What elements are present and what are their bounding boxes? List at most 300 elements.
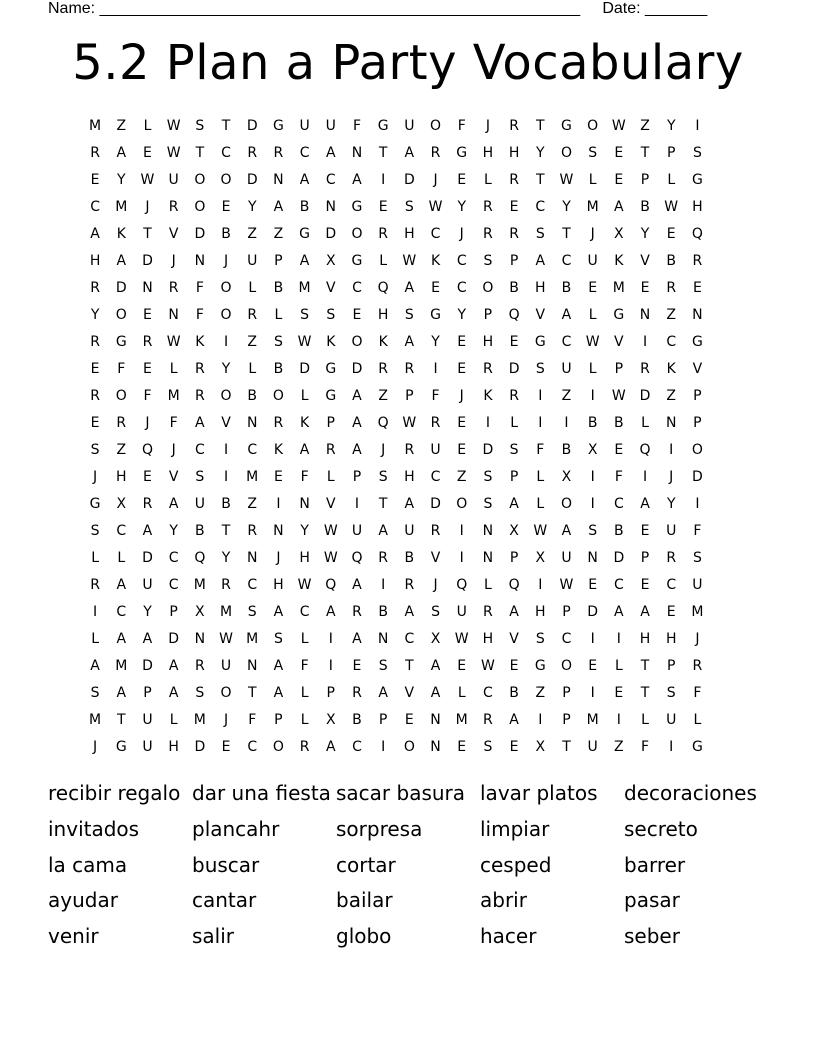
grid-cell: E	[404, 711, 414, 728]
grid-cell: S	[483, 495, 493, 512]
grid-cell: I	[695, 495, 700, 512]
grid-cell: B	[614, 522, 624, 539]
grid-cell: A	[352, 441, 362, 458]
grid-cell: M	[219, 603, 233, 620]
grid-cell: M	[455, 711, 468, 728]
grid-cell: D	[142, 252, 153, 269]
grid-cell: J	[93, 738, 98, 755]
grid-cell: H	[535, 279, 546, 296]
grid-row	[82, 193, 711, 220]
date-blank[interactable]: _______	[645, 0, 708, 17]
grid-cell: E	[588, 576, 598, 593]
grid-cell: S	[404, 198, 414, 215]
grid-cell: R	[378, 360, 389, 377]
grid-cell: R	[90, 333, 100, 350]
grid-cell: Z	[116, 117, 127, 134]
grid-cell: P	[326, 684, 335, 701]
grid-cell: W	[611, 387, 626, 404]
grid-cell: W	[559, 171, 574, 188]
grid-cell: J	[669, 468, 674, 485]
grid-cell: U	[666, 711, 677, 728]
grid-cell: S	[588, 144, 598, 161]
grid-cell: D	[430, 495, 441, 512]
grid-cell: L	[614, 657, 623, 674]
grid-cell: N	[273, 171, 284, 188]
grid-cell: E	[221, 198, 231, 215]
grid-cell: H	[639, 630, 651, 647]
grid-cell: T	[378, 495, 388, 512]
grid-cell: J	[590, 225, 595, 242]
grid-cell: S	[247, 603, 257, 620]
date-label: Date:	[602, 0, 641, 17]
grid-cell: L	[588, 360, 597, 377]
grid-cell: K	[195, 333, 205, 350]
grid-cell: R	[247, 306, 258, 323]
grid-cell: G	[534, 657, 546, 674]
grid-cell: C	[456, 279, 467, 296]
grid-cell: J	[171, 441, 176, 458]
grid-cell: D	[115, 279, 127, 296]
grid-cell: A	[116, 630, 127, 647]
grid-cell: R	[352, 603, 362, 620]
grid-cell: Y	[247, 198, 257, 215]
grid-cell: S	[378, 468, 388, 485]
grid-cell: I	[538, 711, 543, 728]
grid-cell: J	[93, 468, 98, 485]
grid-cell: I	[695, 117, 700, 134]
grid-row	[82, 652, 711, 679]
grid-cell: I	[590, 495, 595, 512]
grid-cell: C	[168, 576, 179, 593]
grid-cell: M	[89, 711, 102, 728]
grid-cell: C	[116, 603, 127, 620]
grid-cell: A	[325, 603, 336, 620]
grid-cell: G	[534, 333, 546, 350]
grid-cell: O	[430, 117, 442, 134]
grid-cell: N	[325, 198, 337, 215]
grid-cell: S	[195, 468, 205, 485]
grid-cell: M	[115, 198, 128, 215]
grid-cell: B	[221, 495, 231, 512]
grid-cell: H	[168, 738, 179, 755]
grid-cell: O	[115, 306, 127, 323]
grid-cell: E	[614, 171, 624, 188]
grid-cell: I	[381, 171, 386, 188]
grid-cell: R	[692, 252, 703, 269]
grid-cell: P	[693, 414, 702, 431]
grid-cell: E	[614, 144, 624, 161]
grid-cell: L	[536, 468, 545, 485]
word-bank-item: pasar	[624, 888, 680, 913]
word-bank-item: abrir	[480, 888, 527, 913]
grid-row	[82, 571, 711, 598]
grid-cell: W	[402, 414, 417, 431]
grid-cell: U	[142, 711, 153, 728]
grid-cell: E	[509, 198, 519, 215]
grid-cell: Z	[535, 684, 546, 701]
grid-cell: I	[616, 711, 621, 728]
grid-cell: A	[299, 171, 310, 188]
grid-cell: B	[273, 360, 284, 377]
grid-cell: Y	[666, 495, 676, 512]
grid-cell: D	[194, 225, 206, 242]
grid-cell: H	[508, 144, 520, 161]
grid-cell: M	[246, 630, 259, 647]
grid-cell: R	[483, 711, 493, 728]
grid-cell: I	[223, 468, 229, 485]
grid-cell: P	[666, 144, 676, 161]
grid-cell: O	[351, 333, 363, 350]
grid-cell: C	[116, 522, 127, 539]
grid-cell: M	[586, 711, 599, 728]
grid-cell: L	[91, 630, 99, 647]
grid-cell: W	[428, 198, 443, 215]
grid-cell: B	[509, 684, 519, 701]
grid-cell: P	[274, 711, 283, 728]
grid-cell: W	[166, 117, 181, 134]
grid-cell: J	[276, 549, 281, 566]
grid-cell: E	[640, 522, 650, 539]
grid-cell: Y	[300, 522, 309, 539]
grid-cell: R	[90, 387, 100, 404]
grid-cell: L	[641, 414, 649, 431]
grid-cell: A	[535, 252, 546, 269]
grid-cell: N	[430, 738, 441, 755]
grid-cell: M	[586, 198, 599, 215]
grid-row	[82, 625, 711, 652]
grid-cell: U	[561, 360, 572, 377]
grid-cell: B	[614, 414, 624, 431]
grid-cell: A	[273, 684, 284, 701]
grid-cell: K	[378, 333, 388, 350]
word-bank	[48, 778, 768, 957]
grid-cell: E	[457, 738, 467, 755]
grid-cell: A	[614, 603, 624, 620]
grid-cell: A	[378, 522, 388, 539]
grid-cell: L	[91, 549, 99, 566]
grid-cell: P	[509, 252, 519, 269]
grid-cell: P	[666, 657, 676, 674]
grid-cell: G	[299, 225, 311, 242]
grid-cell: G	[691, 738, 703, 755]
grid-cell: I	[485, 414, 490, 431]
grid-cell: I	[328, 657, 333, 674]
word-bank-item: seber	[624, 924, 680, 949]
grid-cell: F	[352, 117, 361, 134]
grid-cell: B	[352, 711, 362, 728]
grid-cell: F	[641, 738, 650, 755]
grid-cell: D	[639, 387, 651, 404]
grid-cell: E	[352, 306, 362, 323]
word-bank-item: cantar	[192, 888, 257, 913]
grid-cell: L	[536, 495, 545, 512]
grid-cell: S	[692, 549, 702, 566]
grid-cell: L	[693, 711, 702, 728]
grid-cell: Z	[116, 441, 127, 458]
grid-cell: R	[194, 387, 205, 404]
grid-cell: R	[325, 441, 336, 458]
grid-cell: C	[613, 576, 624, 593]
grid-cell: P	[405, 387, 414, 404]
grid-cell: T	[195, 144, 205, 161]
grid-cell: H	[89, 252, 101, 269]
grid-row	[82, 733, 711, 760]
grid-cell: F	[117, 360, 126, 377]
grid-cell: T	[536, 117, 545, 134]
grid-cell: W	[323, 522, 338, 539]
grid-cell: I	[590, 387, 595, 404]
grid-cell: R	[90, 144, 100, 161]
grid-cell: N	[299, 495, 310, 512]
name-label: Name:	[48, 0, 96, 17]
grid-cell: R	[404, 576, 415, 593]
word-bank-item: sacar basura	[336, 781, 466, 805]
grid-cell: M	[612, 279, 625, 296]
grid-cell: Y	[457, 198, 466, 215]
grid-cell: V	[535, 306, 546, 323]
grid-cell: S	[300, 306, 310, 323]
grid-cell: U	[561, 549, 572, 566]
grid-cell: S	[195, 117, 205, 134]
grid-cell: W	[166, 333, 181, 350]
grid-cell: O	[220, 387, 232, 404]
grid-cell: F	[300, 657, 309, 674]
grid-cell: Q	[141, 441, 153, 458]
grid-cell: A	[90, 657, 100, 674]
grid-cell: R	[404, 441, 415, 458]
grid-cell: N	[273, 522, 284, 539]
grid-cell: L	[510, 414, 518, 431]
grid-cell: Q	[351, 549, 363, 566]
name-blank[interactable]: ______________________________________________________	[99, 0, 581, 17]
grid-cell: S	[378, 657, 388, 674]
grid-cell: T	[640, 657, 650, 674]
grid-cell: E	[666, 603, 676, 620]
grid-cell: X	[509, 522, 519, 539]
grid-cell: B	[247, 387, 258, 404]
grid-cell: L	[248, 279, 257, 296]
grid-cell: S	[195, 684, 205, 701]
grid-cell: J	[459, 225, 464, 242]
grid-cell: L	[484, 576, 492, 593]
grid-cell: D	[142, 657, 153, 674]
grid-cell: U	[692, 576, 703, 593]
grid-cell: N	[377, 630, 389, 647]
grid-row	[82, 490, 711, 517]
grid-cell: L	[300, 684, 309, 701]
grid-row	[82, 598, 711, 625]
grid-cell: P	[693, 387, 702, 404]
word-bank-item: cesped	[480, 852, 552, 877]
grid-cell: C	[247, 576, 258, 593]
grid-cell: P	[274, 252, 283, 269]
grid-cell: N	[246, 657, 258, 674]
grid-cell: B	[561, 279, 572, 296]
grid-cell: F	[195, 279, 204, 296]
grid-cell: C	[168, 549, 179, 566]
grid-row	[82, 220, 711, 247]
grid-cell: R	[352, 684, 362, 701]
grid-cell: N	[665, 414, 677, 431]
grid-cell: H	[665, 630, 677, 647]
grid-cell: V	[168, 468, 179, 485]
grid-cell: K	[273, 441, 283, 458]
grid-cell: O	[456, 495, 468, 512]
grid-cell: U	[194, 495, 205, 512]
grid-cell: R	[142, 495, 153, 512]
grid-cell: E	[352, 657, 362, 674]
grid-cell: P	[562, 711, 571, 728]
grid-cell: A	[273, 603, 284, 620]
grid-cell: X	[325, 711, 336, 728]
grid-cell: J	[145, 414, 150, 431]
grid-cell: H	[482, 630, 494, 647]
grid-cell: Q	[194, 549, 206, 566]
grid-cell: A	[509, 711, 519, 728]
grid-cell: P	[640, 171, 650, 188]
grid-cell: C	[666, 576, 677, 593]
grid-cell: F	[300, 468, 309, 485]
word-bank-item: sorpresa	[336, 816, 423, 841]
grid-cell: C	[352, 279, 362, 296]
word-bank-item: cortar	[336, 852, 396, 877]
grid-cell: X	[116, 495, 127, 512]
grid-cell: C	[299, 603, 310, 620]
word-bank-item: lavar platos	[480, 781, 598, 805]
grid-cell: S	[483, 252, 493, 269]
grid-cell: Z	[561, 387, 572, 404]
grid-cell: A	[352, 414, 362, 431]
grid-cell: S	[431, 603, 440, 620]
word-bank-item: hacer	[480, 924, 537, 949]
grid-cell: T	[640, 684, 650, 701]
grid-cell: J	[433, 576, 438, 593]
grid-cell: G	[691, 333, 703, 350]
grid-cell: D	[587, 603, 599, 620]
grid-cell: L	[300, 387, 309, 404]
grid-cell: U	[142, 576, 153, 593]
grid-row	[82, 355, 711, 382]
grid-cell: H	[404, 225, 415, 242]
grid-cell: J	[145, 198, 150, 215]
grid-cell: J	[433, 171, 438, 188]
grid-cell: S	[483, 468, 493, 485]
grid-cell: A	[561, 306, 572, 323]
grid-cell: P	[169, 603, 178, 620]
grid-cell: N	[194, 252, 206, 269]
grid-cell: Z	[640, 117, 650, 134]
grid-cell: R	[194, 657, 205, 674]
word-bank-item: dar una fiesta	[192, 781, 331, 805]
grid-cell: R	[430, 144, 441, 161]
grid-cell: T	[247, 684, 257, 701]
grid-cell: Z	[247, 495, 258, 512]
grid-cell: M	[89, 117, 102, 134]
grid-cell: A	[404, 495, 415, 512]
grid-cell: L	[641, 711, 649, 728]
grid-cell: Y	[221, 360, 231, 377]
grid-cell: V	[325, 495, 336, 512]
grid-cell: O	[194, 171, 206, 188]
grid-row	[82, 544, 711, 571]
grid-cell: D	[142, 549, 153, 566]
grid-cell: U	[299, 117, 310, 134]
grid-cell: V	[640, 252, 650, 269]
grid-cell: W	[140, 171, 155, 188]
grid-cell: U	[220, 657, 232, 674]
grid-cell: E	[457, 657, 467, 674]
grid-cell: S	[483, 738, 493, 755]
grid-cell: R	[142, 333, 153, 350]
grid-row	[82, 301, 711, 328]
grid-cell: P	[509, 468, 519, 485]
grid-cell: R	[404, 360, 415, 377]
grid-cell: R	[90, 576, 100, 593]
grid-cell: V	[404, 684, 415, 701]
grid-cell: I	[590, 468, 595, 485]
grid-cell: S	[692, 144, 702, 161]
grid-cell: J	[381, 441, 386, 458]
grid-cell: E	[457, 414, 467, 431]
grid-cell: A	[299, 252, 310, 269]
grid-cell: O	[220, 171, 232, 188]
grid-cell: E	[457, 360, 467, 377]
grid-cell: W	[402, 252, 417, 269]
grid-cell: R	[168, 279, 179, 296]
grid-cell: A	[352, 387, 362, 404]
grid-cell: N	[168, 306, 179, 323]
grid-cell: E	[143, 306, 152, 323]
grid-cell: A	[142, 630, 153, 647]
grid-cell: G	[272, 117, 284, 134]
grid-cell: E	[509, 657, 519, 674]
grid-cell: W	[323, 549, 338, 566]
grid-cell: B	[587, 414, 598, 431]
grid-cell: I	[669, 441, 674, 458]
grid-cell: I	[381, 576, 386, 593]
grid-cell: U	[404, 117, 415, 134]
grid-cell: L	[326, 468, 335, 485]
grid-cell: R	[483, 360, 493, 377]
grid-cell: N	[246, 414, 258, 431]
grid-cell: P	[640, 549, 650, 566]
grid-cell: R	[430, 414, 441, 431]
grid-cell: L	[300, 711, 309, 728]
grid-cell: Y	[431, 333, 440, 350]
grid-cell: P	[483, 306, 493, 323]
grid-cell: C	[456, 252, 467, 269]
grid-cell: E	[90, 360, 100, 377]
grid-cell: F	[693, 684, 702, 701]
grid-cell: N	[482, 522, 494, 539]
grid-cell: E	[90, 171, 100, 188]
grid-row	[82, 139, 711, 166]
grid-cell: A	[273, 198, 284, 215]
grid-row	[82, 517, 711, 544]
grid-cell: Z	[247, 225, 258, 242]
grid-cell: T	[143, 225, 152, 242]
grid-cell: L	[484, 171, 492, 188]
grid-cell: B	[640, 198, 650, 215]
grid-cell: N	[142, 279, 153, 296]
grid-cell: J	[459, 387, 464, 404]
grid-cell: L	[248, 360, 257, 377]
grid-cell: R	[666, 279, 677, 296]
grid-cell: E	[640, 576, 650, 593]
grid-cell: A	[90, 225, 100, 242]
grid-cell: K	[483, 387, 493, 404]
grid-cell: H	[273, 576, 284, 593]
